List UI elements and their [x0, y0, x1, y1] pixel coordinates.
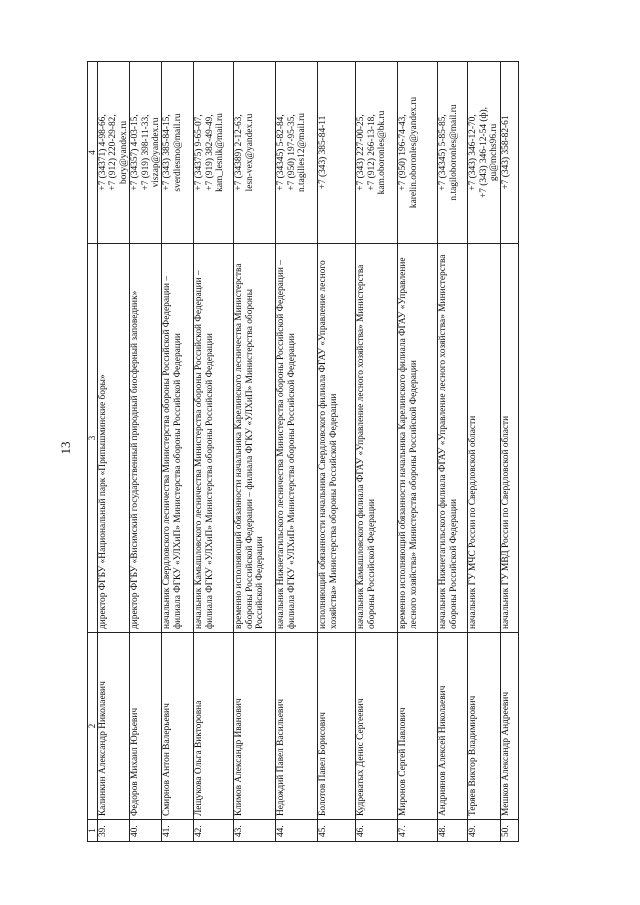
contact-line: +7 (343) 385-84-11	[318, 115, 329, 190]
row-number: 43.	[234, 820, 276, 842]
contact-info	[130, 62, 162, 244]
table-row	[468, 62, 500, 842]
table-row	[356, 62, 398, 842]
contact-info	[438, 62, 468, 244]
contact-info	[500, 62, 518, 244]
person-name: Недождий Павел Васильевич	[276, 633, 318, 820]
contact-info	[356, 62, 398, 244]
table-row	[194, 62, 234, 842]
contact-line: +7 (343) 346-12-54 (ф),	[478, 106, 489, 199]
person-position: начальник Нижнетагильского лесничества Министерства обороны Российской Федерации – филиала ФГКУ «УЛХиП» Министерства обороны Российской Федерации	[276, 244, 318, 633]
contact-line: sverdlesmo@mail.ru	[172, 113, 183, 192]
table-body	[88, 62, 519, 842]
table-row	[438, 62, 468, 842]
header-cell-name: 2	[88, 633, 98, 820]
contact-info	[162, 62, 194, 244]
row-number: 42.	[194, 820, 234, 842]
person-name: Мешков Александр Андреевич	[500, 633, 518, 820]
contact-line: +7 (343) 358-82-61	[500, 115, 511, 190]
contact-info	[98, 62, 130, 244]
person-name: Лещукова Ольга Викторовна	[194, 633, 234, 820]
person-position: временно исполняющий обязанности начальника Карелинского лесничества Министерства обороны Российской Федерации – филиала ФГКУ «УЛХиП» Министерства обороны Российской Федерации	[234, 244, 276, 633]
person-position: начальник Свердловского лесничества Министерства обороны Российской Федерации – филиала ФГКУ «УЛХиП» Министерства обороны Российской Федерации	[162, 244, 194, 633]
contact-line: +7 (950) 197-95-35,	[286, 114, 297, 191]
table-row	[130, 62, 162, 842]
person-name: Андриянов Алексей Николаевич	[438, 633, 468, 820]
contact-line: karelin.oboronles@yandex.ru	[408, 96, 419, 209]
row-number: 45.	[318, 820, 356, 842]
contact-line: n.tagilles12@mail.ru	[297, 113, 308, 192]
table-row	[318, 62, 356, 842]
table-row	[98, 62, 130, 842]
contact-line: +7 (912) 220-29-82,	[108, 114, 119, 191]
row-number: 50.	[500, 820, 518, 842]
contact-line: +7 (34375) 9-65-07,	[194, 114, 205, 191]
contact-line: gu@mchs96.ru	[489, 123, 500, 182]
contact-line: +7 (912) 266-13-18,	[366, 114, 377, 191]
person-position: начальник Камышловского лесничества Министерства обороны Российской Федерации – филиала ФГКУ «УЛХиП» Министерства обороны Российской Федерации	[194, 244, 234, 633]
person-name: Климов Александр Иванович	[234, 633, 276, 820]
table-row	[276, 62, 318, 842]
person-position: начальник ГУ МЧС России по Свердловской области	[468, 244, 500, 633]
person-position: директор ФГБУ «Висимский государственный природный биосферный заповедник»	[130, 244, 162, 633]
person-position: начальник ГУ МВД России по Свердловской области	[500, 244, 518, 633]
page-number: 13	[58, 441, 73, 455]
row-number: 47.	[398, 820, 438, 842]
contact-line: kam.oboronles@bk.ru	[377, 110, 388, 195]
table-row	[500, 62, 518, 842]
contact-line: +7 (343) 346-12-70,	[468, 114, 479, 191]
row-number: 41.	[162, 820, 194, 842]
row-number: 49.	[468, 820, 500, 842]
contact-line: +7 (343) 385-84-15,	[162, 114, 173, 191]
person-name: Теряев Виктор Владимирович	[468, 633, 500, 820]
contact-info	[194, 62, 234, 244]
person-position: начальник Камышловского филиала ФГАУ «Управление лесного хозяйства» Министерства обороны Российской Федерации	[356, 244, 398, 633]
contact-line: kam_lesnik@mail.ru	[215, 113, 226, 192]
person-position: директор ФГБУ «Национальный парк «Припышминские боры»	[98, 244, 130, 633]
person-name: Федоров Михаил Юрьевич	[130, 633, 162, 820]
contact-line: +7 (34345) 5-82-84,	[276, 114, 287, 191]
person-position: исполняющий обязанности начальника Свердловского филиала ФГАУ «Управление лесного хозяйства» Министерства обороны Российской Федерации	[318, 244, 356, 633]
header-cell-number: 1	[88, 820, 98, 842]
row-number: 39.	[98, 820, 130, 842]
person-name: Миронов Сергей Павлович	[398, 633, 438, 820]
row-number: 48.	[438, 820, 468, 842]
contact-info	[276, 62, 318, 244]
table-row	[162, 62, 194, 842]
row-number: 44.	[276, 820, 318, 842]
table-row	[234, 62, 276, 842]
contact-info	[318, 62, 356, 244]
contact-line: +7 (919) 398-11-33,	[140, 114, 151, 191]
header-cell-contacts: 4	[88, 62, 98, 244]
person-name: Смирнов Антон Валерьевич	[162, 633, 194, 820]
person-position: начальник Нижнетагильского филиала ФГАУ «Управление лесного хозяйства» Министерства обороны Российской Федерации	[438, 244, 468, 633]
contact-line: +7 (343) 227-00-25,	[356, 114, 367, 191]
contacts-table	[87, 61, 519, 842]
contact-line: bory@yandex.ru	[118, 120, 129, 185]
table-row	[398, 62, 438, 842]
person-name: Калинкин Александр Николаевич	[98, 633, 130, 820]
row-number: 40.	[130, 820, 162, 842]
header-cell-position: 3	[88, 244, 98, 633]
contact-line: lesn-vex@yandex.ru	[244, 113, 255, 192]
table-header-row	[88, 62, 98, 842]
contact-line: +7 (34345) 5-85-85,	[438, 114, 449, 191]
person-name: Кудреватых Денис Сергеевич	[356, 633, 398, 820]
contact-line: viszap@yandex.ru	[151, 117, 162, 188]
contact-info	[468, 62, 500, 244]
contact-line: +7 (919) 382-49-49,	[204, 114, 215, 191]
person-name: Болотов Павел Борисович	[318, 633, 356, 820]
contact-line: n.tagiloboronles@mail.ru	[448, 104, 459, 201]
contact-line: +7 (950) 196-74-43,	[398, 114, 409, 191]
contact-info	[234, 62, 276, 244]
person-position: временно исполняющий обязанности начальника Карелинского филиала ФГАУ «Управление лесного хозяйства» Министерства обороны Российской Федерации	[398, 244, 438, 633]
contact-line: +7 (34371) 4-98-66,	[98, 114, 108, 191]
contact-info	[398, 62, 438, 244]
row-number: 46.	[356, 820, 398, 842]
contact-line: +7 (34389) 2-12-63,	[234, 114, 245, 191]
contact-line: +7 (34357) 4-03-15,	[130, 114, 141, 191]
rotated-page-content	[87, 62, 617, 842]
